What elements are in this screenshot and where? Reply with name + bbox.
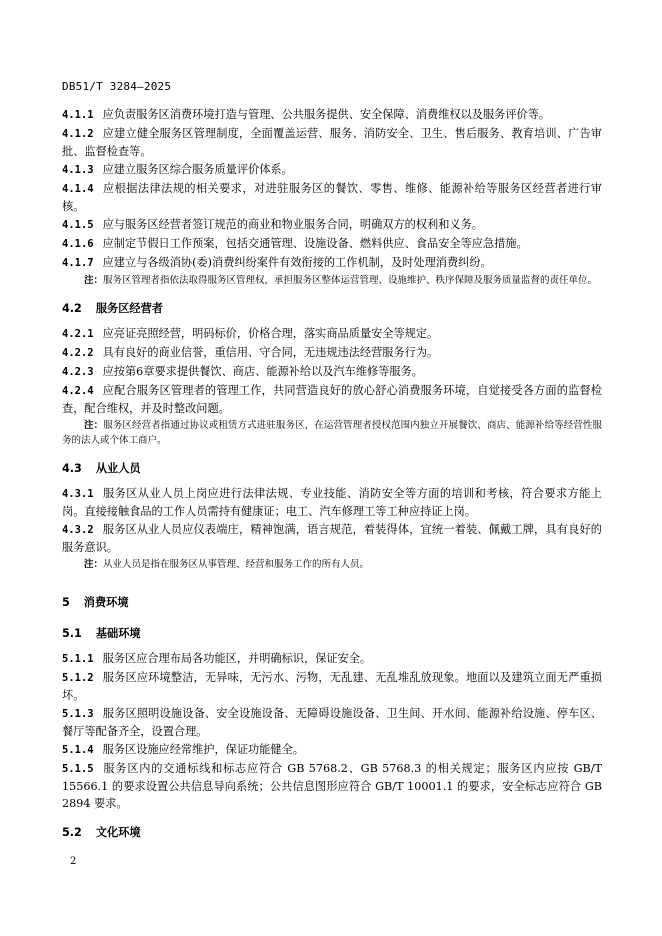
page-number: 2 bbox=[70, 856, 77, 867]
clause-text: 应建立健全服务区管理制度，全面覆盖运营、服务、消防安全、卫生、售后服务、教育培训、广告审批、监督检查等。 bbox=[62, 127, 602, 158]
note bbox=[62, 557, 602, 572]
clause-number: 4.1.2 bbox=[62, 128, 94, 140]
section-heading bbox=[62, 625, 602, 642]
clause-paragraph bbox=[62, 254, 602, 272]
clause-number: 5.1.2 bbox=[62, 672, 94, 684]
standard-code: DB51/T 3284—2025 bbox=[62, 80, 172, 93]
note-label: 注： bbox=[84, 559, 104, 570]
clause-paragraph bbox=[62, 669, 602, 704]
clause-paragraph bbox=[62, 485, 602, 520]
clause-text: 服务区从业人员上岗应进行法律法规、专业技能、消防安全等方面的培训和考核，符合要求方能上岗。直接接触食品的工作人员需持有健康证；电工、汽车修理工等工种应持证上岗。 bbox=[62, 487, 602, 518]
note-label: 注： bbox=[84, 420, 104, 431]
document-body bbox=[62, 106, 602, 849]
clause-paragraph bbox=[62, 161, 602, 179]
clause-number: 4.2.3 bbox=[62, 366, 94, 378]
chapter-heading bbox=[62, 594, 602, 611]
clause-number: 4.1.5 bbox=[62, 219, 94, 231]
clause-text: 应按第6章要求提供餐饮、商店、能源补给以及汽车维修等服务。 bbox=[102, 365, 423, 378]
section-heading bbox=[62, 300, 602, 317]
heading-number: 4.2 bbox=[62, 302, 82, 315]
clause-number: 5.1.5 bbox=[62, 763, 94, 775]
clause-number: 4.1.7 bbox=[62, 257, 94, 269]
clause-paragraph bbox=[62, 106, 602, 124]
note-text: 服务区管理者指依法取得服务区管理权，承担服务区整体运营管理、设施维护、秩序保障及服务质量监督的责任单位。 bbox=[103, 275, 598, 286]
clause-number: 4.1.6 bbox=[62, 238, 94, 250]
clause-text: 应建立与各级消协(委)消费纠纷案件有效衔接的工作机制，及时处理消费纠纷。 bbox=[102, 256, 492, 269]
heading-number: 5.2 bbox=[62, 826, 82, 839]
clause-text: 应亮证亮照经营，明码标价，价格合理，落实商品质量安全等规定。 bbox=[102, 327, 439, 340]
note bbox=[62, 273, 602, 288]
clause-number: 4.3.1 bbox=[62, 488, 94, 500]
heading-title: 服务区经营者 bbox=[95, 302, 163, 315]
clause-text: 服务区设施应经常维护，保证功能健全。 bbox=[102, 743, 304, 756]
clause-number: 4.3.2 bbox=[62, 524, 94, 536]
heading-title: 基础环境 bbox=[95, 627, 141, 640]
heading-number: 4.3 bbox=[62, 462, 82, 475]
clause-paragraph bbox=[62, 382, 602, 417]
clause-paragraph bbox=[62, 235, 602, 253]
clause-paragraph bbox=[62, 760, 602, 812]
note-label: 注： bbox=[84, 275, 104, 286]
clause-text: 具有良好的商业信誉，重信用、守合同，无违规违法经营服务行为。 bbox=[102, 346, 439, 359]
section-heading bbox=[62, 460, 602, 477]
heading-title: 文化环境 bbox=[95, 826, 141, 839]
heading-number: 5.1 bbox=[62, 627, 82, 640]
note-text: 服务区经营者指通过协议或租赁方式进驻服务区，在运营管理者授权范围内独立开展餐饮、商店、能源补给等经营性服务的法人或个体工商户。 bbox=[62, 420, 602, 446]
clause-number: 4.2.1 bbox=[62, 328, 94, 340]
clause-text: 服务区照明设施设备、安全设施设备、无障碍设施设备、卫生间、开水间、能源补给设施、停车区、餐厅等配备齐全，设置合理。 bbox=[62, 707, 602, 738]
clause-number: 5.1.1 bbox=[62, 653, 94, 665]
clause-number: 4.1.1 bbox=[62, 109, 94, 121]
clause-text: 应建立服务区综合服务质量评价体系。 bbox=[102, 163, 293, 176]
clause-text: 应制定节假日工作预案，包括交通管理、设施设备、燃料供应、食品安全等应急措施。 bbox=[102, 237, 528, 250]
clause-text: 服务区内的交通标线和标志应符合 GB 5768.2、GB 5768.3 的相关规定；服务区内应按 GB/T 15566.1 的要求设置公共信息导向系统；公共信息图形应符合 GB/T 10001.1 的要求，安全标志应符合 GB 2894 要求。 bbox=[62, 762, 602, 810]
heading-title: 从业人员 bbox=[95, 462, 141, 475]
clause-paragraph bbox=[62, 650, 602, 668]
clause-paragraph bbox=[62, 216, 602, 234]
clause-number: 5.1.3 bbox=[62, 708, 94, 720]
clause-number: 4.1.4 bbox=[62, 183, 94, 195]
clause-number: 4.1.3 bbox=[62, 164, 94, 176]
clause-number: 4.2.4 bbox=[62, 385, 94, 397]
clause-text: 服务区从业人员应仪表端庄，精神饱满，语言规范，着装得体，宜统一着装、佩戴工牌，具有良好的服务意识。 bbox=[62, 523, 602, 554]
clause-number: 5.1.4 bbox=[62, 744, 94, 756]
clause-text: 服务区应合理布局各功能区，并明确标识，保证安全。 bbox=[102, 652, 372, 665]
clause-paragraph bbox=[62, 325, 602, 343]
heading-number: 5 bbox=[62, 596, 70, 609]
clause-paragraph bbox=[62, 344, 602, 362]
note-text: 从业人员是指在服务区从事管理、经营和服务工作的所有人员。 bbox=[103, 559, 370, 570]
clause-number: 4.2.2 bbox=[62, 347, 94, 359]
clause-paragraph bbox=[62, 363, 602, 381]
clause-paragraph bbox=[62, 125, 602, 160]
clause-paragraph bbox=[62, 180, 602, 215]
clause-text: 应配合服务区管理者的管理工作，共同营造良好的放心舒心消费服务环境，自觉接受各方面的监督检查，配合维权，并及时整改问题。 bbox=[62, 384, 602, 415]
section-heading bbox=[62, 824, 602, 841]
clause-text: 应负责服务区消费环境打造与管理、公共服务提供、安全保障、消费维权以及服务评价等。 bbox=[102, 108, 551, 121]
heading-title: 消费环境 bbox=[83, 596, 129, 609]
clause-text: 服务区应环境整洁，无异味，无污水、污物，无乱建、无乱堆乱放现象。地面以及建筑立面无严重损坏。 bbox=[62, 671, 602, 702]
clause-text: 应根据法律法规的相关要求，对进驻服务区的餐饮、零售、维修、能源补给等服务区经营者进行审核。 bbox=[62, 182, 602, 213]
note bbox=[62, 418, 602, 448]
clause-text: 应与服务区经营者签订规范的商业和物业服务合同，明确双方的权利和义务。 bbox=[102, 218, 483, 231]
clause-paragraph bbox=[62, 705, 602, 740]
clause-paragraph bbox=[62, 521, 602, 556]
clause-paragraph bbox=[62, 741, 602, 759]
